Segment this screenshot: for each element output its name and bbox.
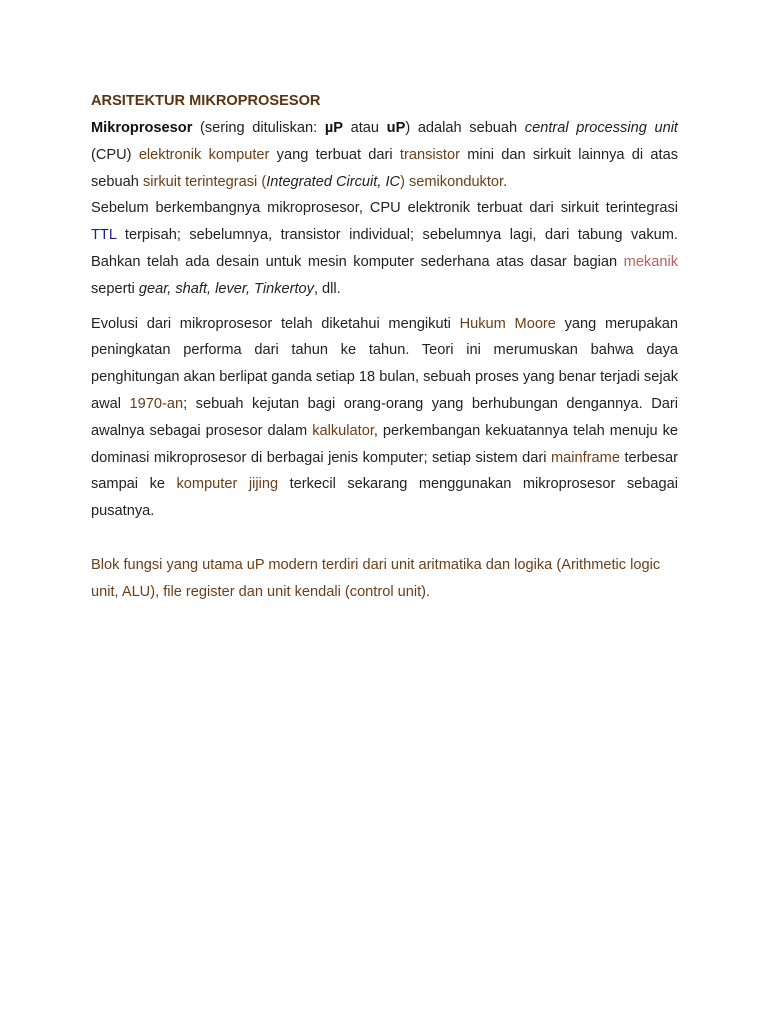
text: terkecil sekarang menggunakan mikroprosesor sebagai pusatnya. [91,476,678,520]
paragraph-history [91,195,678,302]
link-komputer-jijing[interactable]: komputer jijing [176,476,279,493]
text: ; sebuah kejutan bagi orang-orang yang berhubungan dengannya. Dari awalnya sebagai prosesor dalam [91,395,678,439]
page-title: ARSITEKTUR MIKROPROSESOR [91,93,321,109]
text: (CPU) [91,146,139,163]
term-up-symbol: µP [324,120,343,136]
link-hukum-moore[interactable]: Hukum Moore [459,315,556,332]
paragraph-evolution [91,311,678,525]
text: (sering dituliskan: [192,120,325,136]
link-ttl[interactable]: TTL [91,227,117,244]
text: ) adalah sebuah [405,120,525,136]
link-komputer[interactable]: komputer [208,146,270,163]
term-up: uP [386,120,406,136]
paragraph-intro [91,115,678,195]
term-ic-italic: Integrated Circuit, IC [266,173,401,190]
text: yang terbuat dari [269,146,400,163]
text: mini dan sirkuit lainnya di atas sebuah [91,146,678,190]
text: Evolusi dari mikroprosesor telah diketahui mengikuti [91,315,460,332]
text: terbesar sampai ke [91,449,678,493]
link-transistor[interactable]: transistor [399,146,460,163]
link-1970-an[interactable]: 1970-an [129,395,184,412]
term-mikroprosesor: Mikroprosesor [91,120,193,136]
link-mekanik[interactable]: mekanik [623,253,678,270]
text: , perkembangan kekuatannya telah menuju ke dominasi mikroprosesor di berbagai jenis komputer; setiap sistem dari [91,422,678,466]
text: yang merupakan peningkatan performa dari tahun ke tahun. Teori ini merumuskan bahwa daya penghitungan akan berlipat ganda setiap 18 bulan, sebuah proses yang benar terjadi sejak awal [91,315,678,412]
text: ( [257,173,267,190]
link-kalkulator[interactable]: kalkulator [312,422,374,439]
term-cpu-italic: central processing unit [524,120,678,136]
text: . [503,173,508,190]
link-semikonduktor[interactable]: semikonduktor [408,173,504,190]
term-mechanical-parts: gear, shaft, lever, Tinkertoy [138,280,314,297]
paragraph-function-blocks: Blok fungsi yang utama uP modern terdiri dari unit aritmatika dan logika (Arithmetic logic unit, ALU), file register dan unit kendali (control unit). [91,556,661,600]
text: ) [400,173,409,190]
text [201,147,208,163]
document-body [91,90,678,606]
text: atau [342,120,387,136]
text: seperti [91,280,139,297]
text: terpisah; sebelumnya, transistor individual; sebelumnya lagi, dari tabung vakum. Bahkan telah ada desain untuk mesin komputer sederhana atas dasar bagian [91,227,678,270]
text: Sebelum berkembangnya mikroprosesor, CPU elektronik terbuat dari sirkuit terintegrasi [91,200,678,217]
link-mainframe[interactable]: mainframe [551,449,620,466]
link-elektronik[interactable]: elektronik [138,146,202,163]
link-sirkuit-terintegrasi[interactable]: sirkuit terintegrasi [142,173,258,190]
text: , dll. [313,280,341,297]
